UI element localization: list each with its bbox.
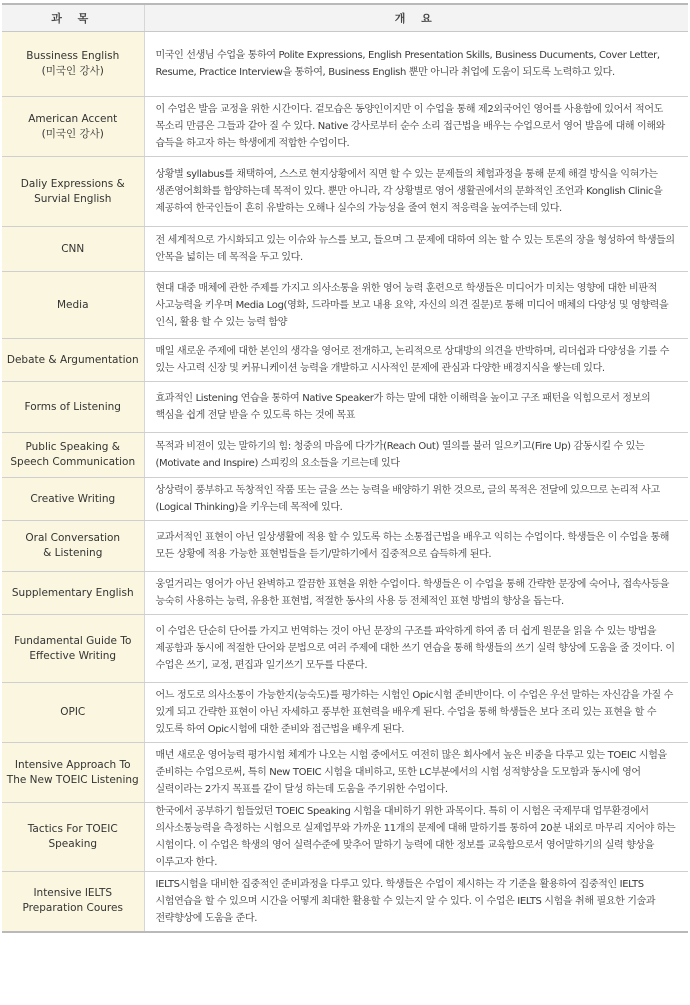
table-row — [2, 683, 688, 743]
table-row — [2, 227, 688, 272]
course-description-cell: 효과적인 Listening 연습을 통하여 Native Speaker가 하는 말에 대한 이해력을 높이고 구조 패턴을 익힘으로서 정보의 핵심을 쉽게 전달 받을 수 있도록 하는 것에 목표 — [144, 382, 688, 433]
table-row — [2, 872, 688, 932]
course-description-cell: 교과서적인 표현이 아닌 일상생활에 적용 할 수 있도록 하는 소통접근법을 배우고 익히는 수업이다. 학생들은 이 수업을 통해 모든 상황에 적용 가능한 표현법들을 듣기/말하기에서 집중적으로 습득하게 된다. — [144, 521, 688, 572]
course-name-line: The New TOEIC Listening — [6, 773, 139, 786]
course-name-cell — [2, 803, 144, 872]
table-row — [2, 157, 688, 227]
course-name-line: Public Speaking & — [25, 441, 120, 453]
course-name-line: (미국인 강사) — [41, 127, 104, 140]
table-row — [2, 272, 688, 339]
course-name-line: Bussiness English — [26, 50, 120, 62]
course-name-cell — [2, 97, 144, 157]
course-description-cell: 웅얼거리는 영어가 아닌 완벽하고 깔끔한 표현을 위한 수업이다. 학생들은 이 수업을 통해 간략한 문장에 숙어나, 접속사등을 능숙히 사용하는 능력, 유용한 표현법, 적절한 동사의 사용 등 전체적인 표현 방법의 향상을 돕는다. — [144, 572, 688, 615]
course-name-line: Tactics For TOEIC — [27, 823, 118, 835]
course-name-line: Fundamental Guide To — [14, 634, 132, 647]
course-name-cell — [2, 227, 144, 272]
course-name-line: Daliy Expressions & — [20, 177, 125, 190]
course-name-line: Supplementary English — [11, 586, 134, 599]
course-name-cell — [2, 743, 144, 803]
course-name-line: Speech Communication — [10, 456, 136, 468]
header-course-name: 과 목 — [2, 4, 144, 32]
course-name-cell — [2, 32, 144, 97]
course-overview-table-container — [2, 3, 688, 933]
course-name-cell — [2, 433, 144, 478]
course-name-cell — [2, 272, 144, 339]
table-row — [2, 32, 688, 97]
course-name-cell — [2, 478, 144, 521]
course-name-cell — [2, 572, 144, 615]
course-name-cell — [2, 157, 144, 227]
table-row — [2, 521, 688, 572]
course-name-line: Oral Conversation — [25, 532, 121, 544]
course-description-cell: 매년 새로운 영어능력 평가시험 체계가 나오는 시험 중에서도 여전히 많은 회사에서 높은 비중을 다루고 있는 TOEIC 시험을 준비하는 수업으로써, 특히 New TOEIC 시험을 대비하고, 또한 LC부분에서의 시험 성적향상을 도모함과 동시에 영어 실력이라는 2가지 목표를 같이 달성 하는데 도움을 주기위한 수업이다. — [144, 743, 688, 803]
course-description-cell: IELTS시험을 대비한 집중적인 준비과정을 다루고 있다. 학생들은 수업이 제시하는 각 기준을 활용하여 집중적인 IELTS 시험연습을 할 수 있으며 시간을 어떻게 최대한 활용할 수 있는지 알 수 있다. 이 수업은 IELTS 시험을 취해 필요한 기술과 전략향상에 도움을 준다. — [144, 872, 688, 932]
table-header-row — [2, 4, 688, 32]
table-row — [2, 97, 688, 157]
course-name-line: CNN — [61, 242, 85, 255]
course-description-cell: 이 수업은 단순히 단어를 가지고 번역하는 것이 아닌 문장의 구조를 파악하게 하여 좀 더 쉽게 원문을 읽을 수 있는 방법을 제공함과 동시에 적절한 단어와 문법으로 여러 주제에 대한 쓰기 연습을 통해 학생들의 쓰기 실력 향상에 도움을 줄 것이다. 이 수업은 쓰기, 교정, 편집과 일기쓰기 모두를 다룬다. — [144, 615, 688, 683]
course-name-line: Media — [56, 298, 89, 311]
course-description-cell: 전 세계적으로 가시화되고 있는 이슈와 뉴스를 보고, 들으며 그 문제에 대하여 의논 할 수 있는 토론의 장을 형성하여 학생들의 안목을 넓히는 데 목적을 두고 있다. — [144, 227, 688, 272]
course-name-line: & Listening — [43, 547, 103, 559]
course-description-cell: 상상력이 풍부하고 독창적인 작품 또는 글을 쓰는 능력을 배양하기 위한 것으로, 글의 목적은 전달에 있으므로 논리적 사고(Logical Thinking)을 키우는데 목적에 있다. — [144, 478, 688, 521]
course-name-line: (미국인 강사) — [41, 65, 104, 77]
course-name-line: Creative Writing — [30, 492, 116, 505]
course-description-cell: 현대 대중 매체에 관한 주제를 가지고 의사소통을 위한 영어 능력 훈련으로 학생들은 미디어가 미치는 영향에 대한 비판적 사고능력을 키우며 Media Log(영화, 드라마를 보고 내용 요약, 자신의 의견 질문)로 통해 미디어 매체의 다양성 및 영향력을 인식, 활용 할 수 있는 능력 함양 — [144, 272, 688, 339]
course-description-cell: 이 수업은 발음 교정을 위한 시간이다. 겉모습은 동양인이지만 이 수업을 통해 제2외국어인 영어를 사용함에 있어서 적어도 목소리 만큼은 그들과 같아 질 수 있다. Native 강사로부터 순수 소리 접근법을 배우는 수업으로서 영어 발음에 대해 이해와 습득을 하고자 하는 학생에게 적합한 수업이다. — [144, 97, 688, 157]
course-description-cell: 목적과 비젼이 있는 말하기의 힘: 청중의 마음에 다가가(Reach Out) 열의를 불러 일으키고(Fire Up) 감동시킬 수 있는 (Motivate and Inspire) 스피킹의 요소들을 기르는데 있다 — [144, 433, 688, 478]
table-row — [2, 339, 688, 382]
course-name-line: Speaking — [48, 838, 98, 850]
course-name-cell — [2, 382, 144, 433]
course-name-line: Intensive IELTS — [33, 887, 113, 900]
course-description-cell: 어느 정도로 의사소통이 가능한지(능숙도)를 평가하는 시험인 Opic시험 준비반이다. 이 수업은 우선 말하는 자신감을 가질 수 있게 되고 간략한 표현이 아닌 자세하고 풍부한 표현력을 배우게 된다. 수업을 통해 학생들은 보다 조리 있는 표현을 할 수 있도록 하여 Opic시험에 대한 준비와 접근법을 배우게 된다. — [144, 683, 688, 743]
course-name-line: Survial English — [34, 192, 112, 205]
course-description-cell: 상황별 syllabus를 채택하여, 스스로 현지상황에서 직면 할 수 있는 문제들의 체험과정을 통해 문제 해결 방식을 익혀가는 생존영어회화를 함양하는데 목적이 있다. 뿐만 아니라, 각 상황별로 영어 생활권에서의 문화적인 조언과 Konglish Clinic을 제공하여 한국인들이 흔히 유발하는 오해나 실수의 가능성을 줄여 현지 적응력을 높여주는데 있다. — [144, 157, 688, 227]
table-row — [2, 743, 688, 803]
course-name-line: Effective Writing — [29, 649, 117, 662]
course-name-cell — [2, 683, 144, 743]
table-row — [2, 615, 688, 683]
table-row — [2, 382, 688, 433]
course-name-line: Preparation Coures — [22, 902, 123, 915]
course-name-line: Intensive Approach To — [14, 758, 131, 771]
table-row — [2, 803, 688, 872]
header-course-summary: 개 요 — [144, 4, 688, 32]
table-row — [2, 478, 688, 521]
course-name-line: OPIC — [60, 706, 86, 718]
course-name-cell — [2, 521, 144, 572]
course-name-line: Forms of Listening — [24, 400, 121, 413]
course-description-cell: 한국에서 공부하기 힘들었던 TOEIC Speaking 시험을 대비하기 위한 과목이다. 특히 이 시험은 국제무대 업무환경에서 의사소통능력을 측정하는 시험으로 실제업무와 가까운 11개의 문제에 대해 말하기를 통하여 20분 내외로 마무리 지어야 하는 시험이다. 이 수업은 학생의 영어 실력수준에 맞추어 말하기 능력에 대한 정보를 교육함으로서 영어말하기의 실력 향상을 이루고자 한다. — [144, 803, 688, 872]
course-overview-table — [2, 3, 688, 933]
course-name-line: Debate & Argumentation — [6, 353, 139, 366]
course-name-cell — [2, 872, 144, 932]
table-body — [2, 32, 688, 932]
course-name-line: American Accent — [28, 112, 118, 125]
course-name-cell — [2, 339, 144, 382]
table-row — [2, 433, 688, 478]
course-name-cell — [2, 615, 144, 683]
table-row — [2, 572, 688, 615]
course-description-cell: 미국인 선생님 수업을 통하여 Polite Expressions, English Presentation Skills, Business Ducuments, Cover Letter, Resume, Practice Interview을 통하여, Business English 뿐만 아니라 취업에 도움이 되도록 노력하고 있다. — [144, 32, 688, 97]
course-description-cell: 매일 새로운 주제에 대한 본인의 생각을 영어로 전개하고, 논리적으로 상대방의 의견을 반박하며, 리더쉽과 다양성을 기를 수 있는 사고력 신장 및 커뮤니케이션 능력을 개발하고 시사적인 문제에 관심과 다양한 배경지식을 쌓는데 있다. — [144, 339, 688, 382]
